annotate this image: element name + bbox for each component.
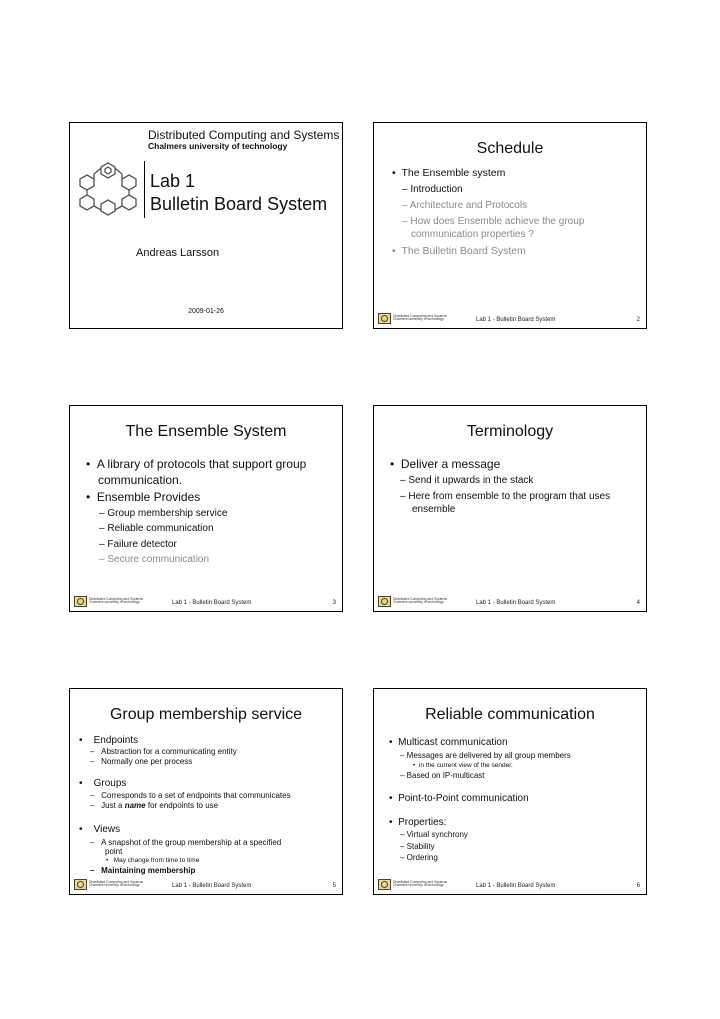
sub-bullet-text: Secure communication bbox=[107, 554, 210, 565]
bullet-continuation: communication. bbox=[98, 473, 183, 487]
sub-bullet: – Messages are delivered by all group members bbox=[400, 751, 571, 760]
sub-bullet: – Secure communication bbox=[99, 554, 210, 565]
footer-label: Lab 1 - Bulletin Board System bbox=[476, 883, 556, 889]
footer-org bbox=[393, 315, 447, 322]
sub-bullet-text: Based on IP-multicast bbox=[406, 771, 485, 780]
chalmers-logo-icon bbox=[378, 313, 391, 324]
sub-bullet-text: for endpoints to use bbox=[147, 801, 219, 810]
slide-title: Terminology bbox=[466, 423, 554, 440]
slide-3-ensemble bbox=[69, 405, 343, 612]
sub-bullet: – Virtual synchrony bbox=[400, 830, 468, 839]
footer-org-line: Chalmers university of technology bbox=[393, 600, 444, 605]
title-divider bbox=[144, 161, 145, 218]
chalmers-logo-icon bbox=[74, 879, 87, 890]
page-number: 3 bbox=[332, 600, 336, 606]
bullet: • Endpoints bbox=[79, 735, 139, 746]
sub-bullet-text: Send it upwards in the stack bbox=[408, 475, 534, 486]
sub-sub-bullet: • May change from time to time bbox=[106, 857, 200, 864]
bullet-text: Properties: bbox=[398, 817, 447, 828]
footer-org-line: Chalmers university of technology bbox=[89, 600, 140, 605]
slide-5-group-membership bbox=[69, 688, 343, 895]
sub-bullet-text: Group membership service bbox=[107, 508, 228, 519]
lab-subtitle: Bulletin Board System bbox=[150, 194, 328, 214]
sub-sub-bullet: • in the current view of the sender. bbox=[413, 762, 513, 769]
footer-label: Lab 1 - Bulletin Board System bbox=[476, 317, 556, 323]
sub-bullet: – Ordering bbox=[400, 853, 438, 862]
bullet: • Groups bbox=[79, 778, 127, 789]
sub-bullet-text: A snapshot of the group membership at a specified bbox=[101, 838, 282, 847]
chalmers-logo-icon bbox=[74, 596, 87, 607]
bullet: • The Ensemble system bbox=[392, 167, 506, 179]
bullet-text: A library of protocols that support group bbox=[96, 457, 307, 471]
sub-bullet-text: Messages are delivered by all group members bbox=[406, 751, 571, 760]
bullet: • Ensemble Provides bbox=[86, 490, 201, 504]
sub-bullet: – Group membership service bbox=[99, 508, 228, 519]
sub-bullet: – Introduction bbox=[402, 184, 463, 195]
bullet-text: The Ensemble system bbox=[401, 167, 506, 179]
bullet-text: Views bbox=[93, 824, 121, 835]
date: 2009-01-26 bbox=[188, 308, 224, 315]
sub-bullet-text: Failure detector bbox=[107, 539, 177, 550]
footer-org-line: Distributed Computing and Systems bbox=[393, 596, 448, 601]
footer-label: Lab 1 - Bulletin Board System bbox=[172, 600, 252, 606]
org-title: Distributed Computing and Systems bbox=[148, 128, 340, 142]
footer-org bbox=[89, 598, 143, 605]
chalmers-logo-icon bbox=[77, 160, 139, 216]
emphasis: name bbox=[124, 801, 146, 810]
sub-bullet: – How does Ensemble achieve the group bbox=[402, 216, 585, 227]
sub-bullet-text: How does Ensemble achieve the group bbox=[410, 216, 585, 227]
bullet-text: Multicast communication bbox=[398, 737, 508, 748]
sub-bullet-text: Reliable communication bbox=[107, 523, 214, 534]
sub-bullet-text: Here from ensemble to the program that uses bbox=[408, 491, 611, 502]
sub-sub-bullet-text: in the current view of the sender. bbox=[418, 762, 513, 769]
footer-org-line: Chalmers university of technology bbox=[89, 883, 140, 888]
footer-org-line: Chalmers university of technology bbox=[393, 883, 444, 888]
sub-bullet: – Based on IP-multicast bbox=[400, 771, 485, 780]
footer-org bbox=[393, 598, 447, 605]
footer-org-line: Distributed Computing and Systems bbox=[393, 313, 448, 318]
bullet-text: The Bulletin Board System bbox=[401, 245, 526, 257]
page-number: 4 bbox=[636, 600, 640, 606]
sub-bullet-continuation: ensemble bbox=[412, 504, 456, 515]
bullet: • Multicast communication bbox=[389, 737, 508, 748]
bullet-text: Point-to-Point communication bbox=[398, 793, 529, 804]
slide-2-schedule bbox=[373, 122, 647, 329]
sub-bullet: – Normally one per process bbox=[90, 757, 193, 766]
bullet-text: Deliver a message bbox=[400, 457, 501, 471]
sub-bullet-continuation: point bbox=[105, 847, 123, 856]
sub-bullet-text: Maintaining membership bbox=[101, 866, 196, 875]
slide-title: Group membership service bbox=[109, 706, 303, 723]
footer-org bbox=[393, 881, 447, 888]
sub-bullet-text: Virtual synchrony bbox=[406, 830, 468, 839]
footer-org-line: Distributed Computing and Systems bbox=[89, 879, 144, 884]
sub-bullet: – Failure detector bbox=[99, 539, 177, 550]
footer-label: Lab 1 - Bulletin Board System bbox=[172, 883, 252, 889]
sub-bullet: – Send it upwards in the stack bbox=[400, 475, 534, 486]
sub-bullet: – Just a name for endpoints to use bbox=[90, 801, 219, 810]
slide-1-title bbox=[69, 122, 343, 329]
sub-bullet: – Architecture and Protocols bbox=[402, 200, 528, 211]
bullet-text: Ensemble Provides bbox=[96, 490, 201, 504]
sub-bullet-text: Architecture and Protocols bbox=[409, 200, 528, 211]
footer-org-line: Distributed Computing and Systems bbox=[89, 596, 144, 601]
author: Andreas Larsson bbox=[136, 247, 220, 259]
sub-bullet: – Reliable communication bbox=[99, 523, 214, 534]
sub-bullet-text: Stability bbox=[406, 842, 435, 851]
slide-title: The Ensemble System bbox=[125, 423, 287, 440]
sub-bullet: – Maintaining membership bbox=[90, 866, 196, 875]
sub-bullet: – Abstraction for a communicating entity bbox=[90, 747, 237, 756]
bullet-text: Groups bbox=[93, 778, 127, 789]
slide-6-reliable-communication bbox=[373, 688, 647, 895]
bullet: • The Bulletin Board System bbox=[392, 245, 526, 257]
sub-bullet-text: Corresponds to a set of endpoints that communicates bbox=[101, 791, 291, 800]
bullet: • Deliver a message bbox=[390, 457, 501, 471]
footer-org bbox=[89, 881, 143, 888]
page-number: 5 bbox=[332, 883, 336, 889]
bullet: • Point-to-Point communication bbox=[389, 793, 529, 804]
sub-bullet: – A snapshot of the group membership at a specified bbox=[90, 838, 282, 847]
sub-bullet-text: Just a bbox=[101, 801, 123, 810]
bullet: • A library of protocols that support group bbox=[86, 457, 307, 471]
lab-title: Lab 1 bbox=[150, 171, 196, 191]
footer-org-line: Chalmers university of technology bbox=[393, 317, 444, 322]
footer-org-line: Distributed Computing and Systems bbox=[393, 879, 448, 884]
slide-title: Reliable communication bbox=[425, 706, 595, 723]
sub-bullet: – Here from ensemble to the program that uses bbox=[400, 491, 611, 502]
sub-bullet-continuation: communication properties ? bbox=[411, 229, 534, 240]
chalmers-logo-icon bbox=[378, 879, 391, 890]
bullet: • Properties: bbox=[389, 817, 447, 828]
sub-bullet-text: Normally one per process bbox=[101, 757, 193, 766]
sub-bullet: – Corresponds to a set of endpoints that communicates bbox=[90, 791, 291, 800]
page-number: 6 bbox=[636, 883, 640, 889]
org-subtitle: Chalmers university of technology bbox=[148, 141, 288, 151]
sub-bullet-text: Introduction bbox=[410, 184, 463, 195]
sub-sub-bullet-text: May change from time to time bbox=[113, 857, 200, 864]
sub-bullet-text: Ordering bbox=[406, 853, 438, 862]
footer-label: Lab 1 - Bulletin Board System bbox=[476, 600, 556, 606]
sub-bullet: – Stability bbox=[400, 842, 435, 851]
slide-4-terminology bbox=[373, 405, 647, 612]
bullet: • Views bbox=[79, 824, 121, 835]
bullet-text: Endpoints bbox=[93, 735, 139, 746]
page-number: 2 bbox=[636, 317, 640, 323]
slide-title: Schedule bbox=[476, 140, 544, 157]
sub-bullet-text: Abstraction for a communicating entity bbox=[101, 747, 237, 756]
chalmers-logo-icon bbox=[378, 596, 391, 607]
